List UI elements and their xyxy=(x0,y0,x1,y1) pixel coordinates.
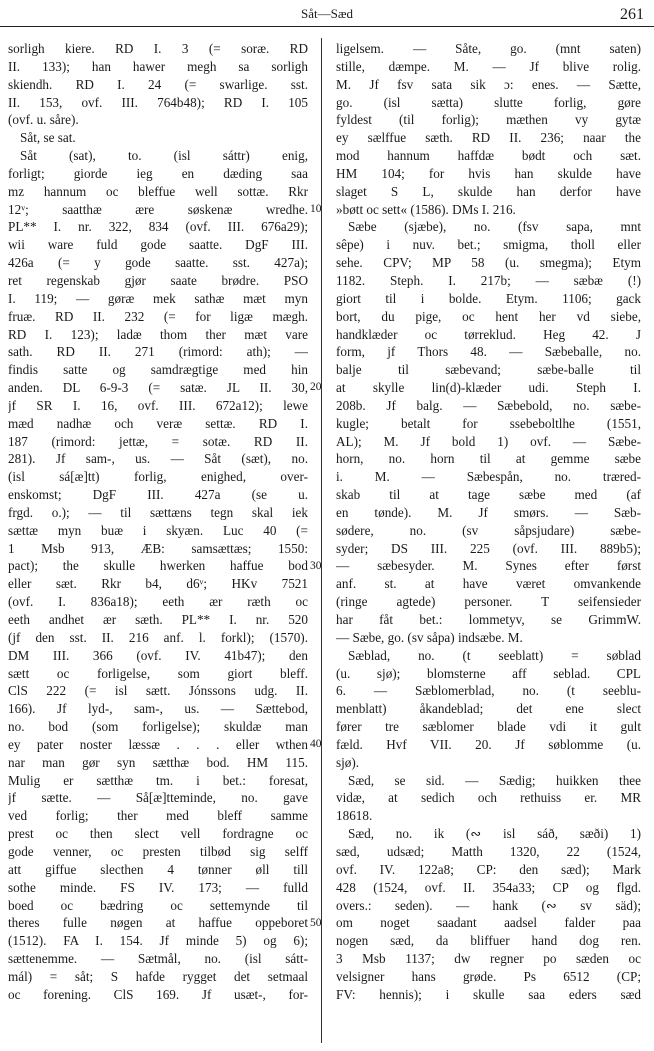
text-line: sætt oc forligelse, som giort bleff. xyxy=(8,665,308,681)
text-line: sættenemme. — Sætmål, no. (isl sátt- xyxy=(8,951,308,967)
text-line: Sæd, no. ik (∾ isl sáð, sæði) 1) xyxy=(348,826,641,842)
text-line: sothe minde. FS IV. 173; — fulld xyxy=(8,879,308,895)
text-line: sorligh kiere. RD I. 3 (= soræ. RD xyxy=(8,41,308,56)
text-line: nar man gør syn sætthæ bod. HM 115. xyxy=(8,754,308,770)
text-line: handklæder oc tørreklud. Heg 42. J xyxy=(336,326,641,342)
text-line: findis satte og samdrægtige med hin xyxy=(8,362,308,378)
text-line: boed oc bædring oc settemynde til xyxy=(8,897,308,913)
text-line: 1 Msb 913, ÆB: samsættæs; 1550: xyxy=(8,540,308,556)
text-line: bort, du pige, oc hent her vd siebe, xyxy=(336,308,641,324)
text-line: forligt; giorde ieg en dæding saa xyxy=(8,165,308,181)
text-line: pact); the skulle hwerken haffue bod xyxy=(8,558,308,574)
text-line: ovf. IV. 122a8; CP: den sæd); Mark xyxy=(336,861,641,877)
text-line: oc forening. ClS 169. Jf usæt-, for- xyxy=(8,986,308,1002)
text-line: i. M. — Sæbespån, no. træred- xyxy=(336,469,641,485)
text-line: 426a (= y gode saatte. sst. 427a); xyxy=(8,255,308,271)
text-line: PL** I. nr. 322, 834 (ovf. III. 676a29); xyxy=(8,219,308,235)
text-line: fæld. Hvf VII. 20. Jf søblomme (u. xyxy=(336,736,641,752)
text-line: om noget saadant aadsel falder paa xyxy=(336,915,641,931)
line-number: 40 xyxy=(310,738,322,751)
text-line: nogen sæd, da bliffuer hand dog ren. xyxy=(336,933,641,949)
text-line: frgd. o.); — til sættæns tegn skal iek xyxy=(8,504,308,520)
text-line: HM 104; for hvis han skulde have xyxy=(336,165,641,181)
text-line: gode venner, oc presten tilbød sig selff xyxy=(8,843,308,859)
text-line: anf. st. at have været omvankende xyxy=(336,576,641,592)
text-line: sêpe) i nuv. bet.; smigma, tholl eller xyxy=(336,237,641,253)
text-line: menblatt) åkandeblad; det ene slect xyxy=(336,701,641,717)
text-line: har fåt bet.: lommetyv, se GrimmW. xyxy=(336,612,641,627)
text-line: II. 133); han hawer megh sa sorligh xyxy=(8,58,308,74)
text-line: ClS 222 (= isl sætt. Jónssons udg. II. xyxy=(8,683,308,699)
text-line: Sæbe (sjæbe), no. (fsv sapa, mnt xyxy=(348,219,641,235)
text-line: jf sætte. — Så[æ]tteminde, no. gave xyxy=(8,790,308,806)
text-line: slaget S L, skulde han derfor have xyxy=(336,183,641,199)
text-line: eller sæt. Rkr b4, d6ᵛ; HKv 7521 xyxy=(8,576,308,592)
text-line: (ovf. I. 836a18); eeth ær ræth oc xyxy=(8,594,308,610)
text-line: 208b. Jf balg. — Sæbebold, no. sæbe- xyxy=(336,397,641,413)
text-line: 1182. Steph. I. 217b; — sæbæ (!) xyxy=(336,272,641,288)
text-line: fører tre sæblomer blade vdi it gult xyxy=(336,719,641,735)
text-line: theres fulle nøgen at haffue oppeboret xyxy=(8,915,308,931)
text-line: 281). Jf sam-, us. — Såt (sæt), no. xyxy=(8,451,308,467)
text-line: syder; DS III. 225 (ovf. III. 889b5); xyxy=(336,540,641,556)
running-head: Såt—Sæd xyxy=(300,6,353,21)
text-line: (u. sjø); blomsterne aff seblad. CPL xyxy=(336,665,641,681)
text-line: vidæ, at sedich och rethuiss er. MR xyxy=(336,790,641,806)
text-line: (ringe agtede) personer. T seifensieder xyxy=(336,594,641,610)
text-line: go. (isl sætta) slutte forlig, gøre xyxy=(336,94,641,110)
text-line: skiendh. RD I. 24 (= swarlige. sst. xyxy=(8,76,308,92)
line-number: 30 xyxy=(310,559,322,572)
text-line: jf SR I. 16, ovf. III. 672a12); lewe xyxy=(8,397,308,413)
text-line: mod hannum haffdæ bødt och sæt. xyxy=(336,148,641,164)
text-line: — Sæbe, go. (sv såpa) indsæbe. M. xyxy=(336,629,523,645)
right-column xyxy=(336,40,641,1004)
text-line: anden. DL 6-9-3 (= satæ. JL II. 30, xyxy=(8,380,308,396)
text-line: II. 153, ovf. III. 764b48); RD I. 105 xyxy=(8,94,308,110)
line-number: 20 xyxy=(310,381,322,394)
text-line: ved forlig; ther med bleff samme xyxy=(8,808,308,824)
text-line: sath. RD II. 271 (rimord: ath); — xyxy=(8,344,308,360)
text-line: Såt (sat), to. (isl sáttr) enig, xyxy=(20,148,308,164)
text-line: fyldest (til forlig); mæthen vy gytæ xyxy=(336,112,641,128)
text-line: DM III. 366 (ovf. IV. 41b47); den xyxy=(8,647,308,663)
text-line: stille, dæmpe. M. — Jf blive rolig. xyxy=(336,58,641,74)
text-line: 12ᵛ; saatthæ ære søskenæ wredhe. xyxy=(8,201,308,217)
line-number: 50 xyxy=(310,916,322,929)
text-line: sættæ myn buæ i skyæn. Luc 40 (= xyxy=(8,522,308,538)
text-line: (ovf. u. såre). xyxy=(8,112,79,128)
text-line: sæd, udsæd; Matth 1320, 22 (1524, xyxy=(336,843,641,859)
text-line: RD I. 123); ladæ thom ther mæt vare xyxy=(8,326,308,342)
text-line: ret regenskab gjør saate brødre. PSO xyxy=(8,272,308,288)
text-line: wii ware fuld gode saatte. DgF III. xyxy=(8,237,308,253)
text-line: 428 (1524, ovf. II. 354a33; CP og flgd. xyxy=(336,879,641,895)
text-line: mz hannum oc bleffue well sottæ. Rkr xyxy=(8,183,308,199)
text-line: en tønde). M. Jf smørs. — Sæb- xyxy=(336,504,641,520)
left-column xyxy=(8,40,308,1004)
text-line: (1512). FA I. 154. Jf minde 5) og 6); xyxy=(8,933,308,949)
text-line: fruæ. RD II. 232 (= for ligæ mægh. xyxy=(8,308,308,324)
text-line: — sæbesyder. M. Synes efter først xyxy=(336,558,641,574)
text-line: prest oc then slect vell fordragne oc xyxy=(8,826,308,842)
text-line: »bøtt oc sett« (1586). DMs I. 216. xyxy=(336,201,516,217)
text-line: Mulig er sætthæ tm. i bet.: foresat, xyxy=(8,772,308,788)
text-line: 18618. xyxy=(336,808,373,824)
text-line: 187 (rimord: jettæ, = sotæ. RD II. xyxy=(8,433,308,449)
text-line: skab til at tage sæbe med (af xyxy=(336,487,641,503)
text-line: (jf den sst. II. 216 anf. l. forkl); (1570). xyxy=(8,629,308,645)
text-line: Såt, se sat. xyxy=(20,130,76,146)
text-line: 6. — Sæblomerblad, no. (t seeblu- xyxy=(336,683,641,699)
text-line: AL); M. Jf bold 1) ovf. — Sæbe- xyxy=(336,433,641,449)
text-line: mál) = såt; S hafde rygget det setmaal xyxy=(8,968,308,984)
text-line: sødere, no. (sv såpsjudare) sæbe- xyxy=(336,522,641,538)
column-divider xyxy=(321,38,322,1043)
text-line: M. Jf fsv sata sik ɔ: enes. — Sætte, xyxy=(336,76,641,92)
text-line: balje til sæbevand; sæbe-balle til xyxy=(336,362,641,378)
text-line: sjø). xyxy=(336,754,360,770)
text-line: form, jf Thors 48. — Sæbeballe, no. xyxy=(336,344,641,360)
text-line: I. 119; — gøræ mek sathæ mæt myn xyxy=(8,290,308,306)
text-line: giort til i bolde. Etym. 1106; gack xyxy=(336,290,641,306)
header-rule xyxy=(0,26,654,27)
page-number: 261 xyxy=(620,6,644,23)
text-line: att giffue slecthen 4 tønner øll till xyxy=(8,861,308,877)
text-line: enskomst; DgF III. 427a (se u. xyxy=(8,487,308,503)
text-line: ey pater noster læssæ . . . eller wthen xyxy=(8,736,308,752)
text-line: at skylle lin(d)-klæder udi. Steph I. xyxy=(336,380,641,396)
page-header xyxy=(0,0,654,30)
text-line: ey sælffue sæth. RD II. 236; naar the xyxy=(336,130,641,146)
line-number: 10 xyxy=(310,202,322,215)
text-line: kugle; betalt for ssebeboltlhe (1551, xyxy=(336,415,641,431)
text-line: velsigner hans grøde. Ps 6512 (CP; xyxy=(336,968,641,984)
text-line: no. bod (som forligelse); skuldæ man xyxy=(8,719,308,735)
text-line: 166). Jf lyd-, sam-, us. — Sættebod, xyxy=(8,701,308,717)
text-line: sehe. CPV; MP 58 (u. smegma); Etym xyxy=(336,255,641,271)
text-line: mæd nadhæ och veræ settæ. RD I. xyxy=(8,415,308,431)
text-line: Sæd, se sid. — Sædig; huikken thee xyxy=(348,772,641,788)
text-line: overs.: seden). — hank (∾ sv säd); xyxy=(336,897,641,913)
text-line: ligelsem. — Såte, go. (mnt saten) xyxy=(336,41,641,56)
text-line: (isl sá[æ]tt) forlig, enighed, over- xyxy=(8,469,308,485)
text-line: eeth andhet ær sæth. PL** I. nr. 520 xyxy=(8,612,308,627)
text-line: 3 Msb 1137; dw regner po sæden oc xyxy=(336,951,641,967)
text-line: FV: hennis); i skulle saa eders sæd xyxy=(336,986,641,1002)
text-line: horn, no. horn til at gemme sæbe xyxy=(336,451,641,467)
text-line: Sæblad, no. (t seeblatt) = søblad xyxy=(348,647,641,663)
